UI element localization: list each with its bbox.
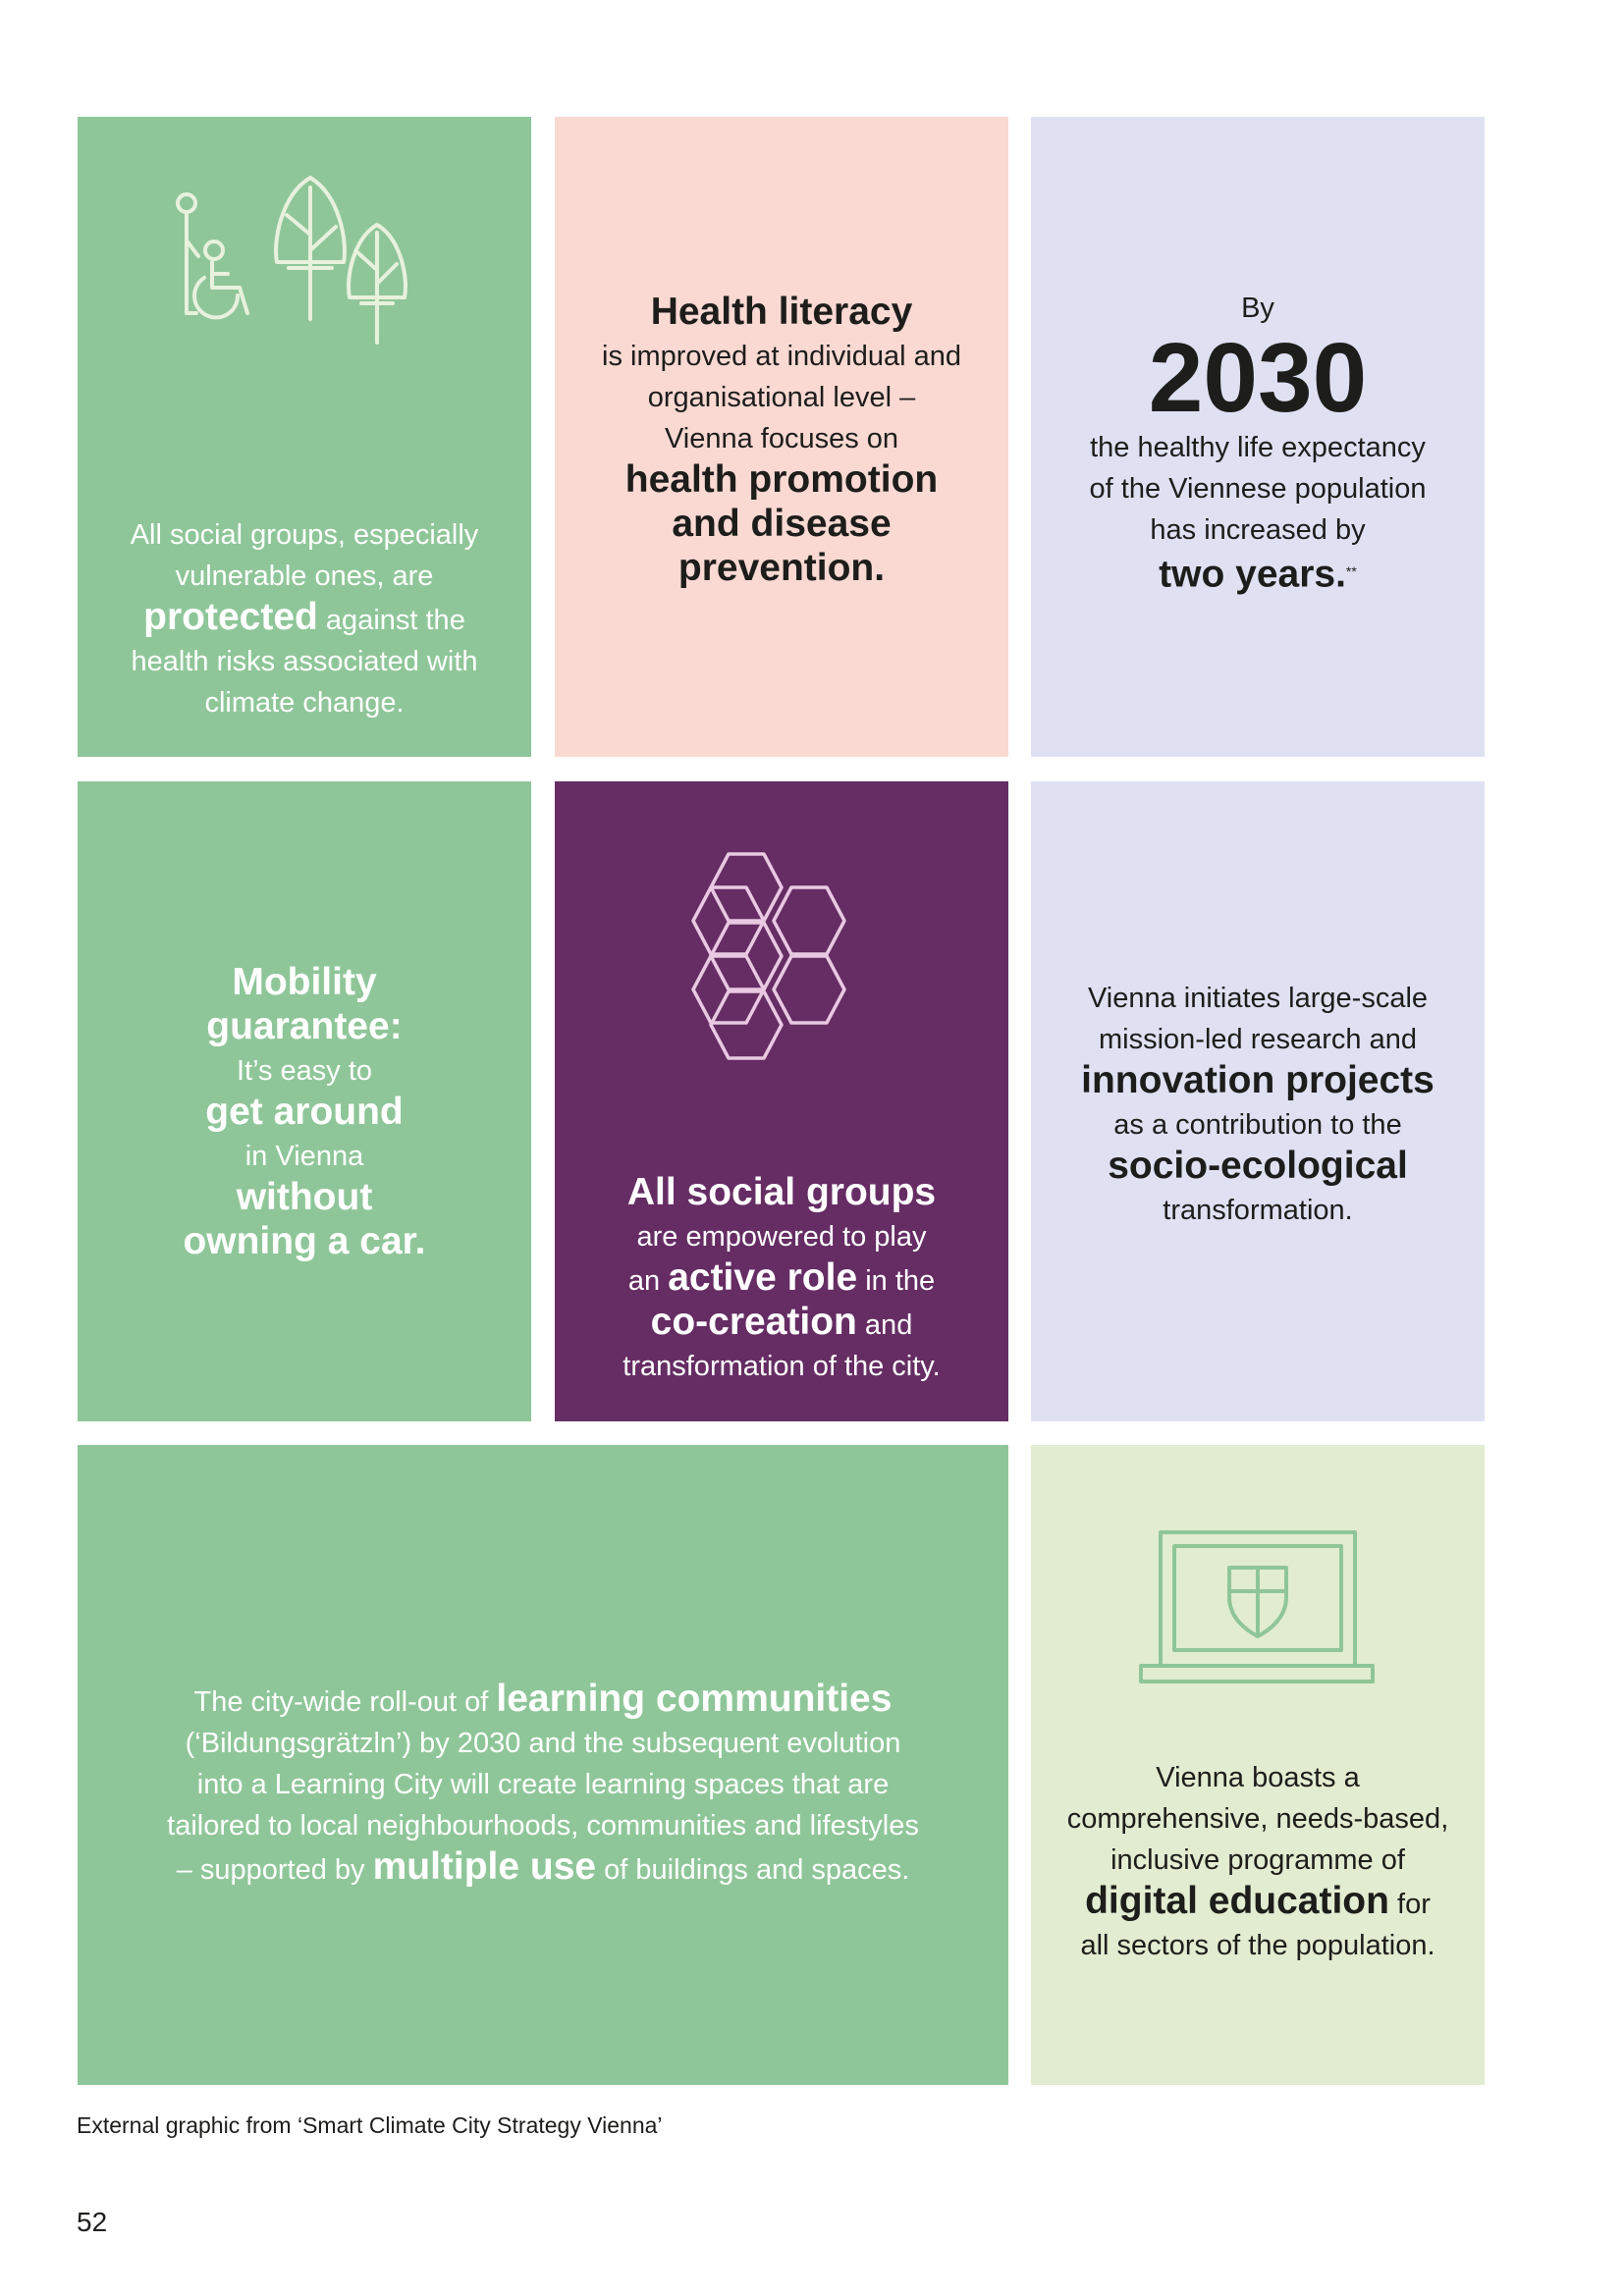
mobility-text xyxy=(78,962,531,1265)
wheelchair-trees-icon xyxy=(171,176,446,352)
digital-text xyxy=(1031,1757,1485,1966)
learning-line-5a: – supported by xyxy=(176,1854,373,1886)
social-line-2b: in the xyxy=(857,1265,936,1297)
tile-digital-education xyxy=(1031,1445,1485,2085)
research-text xyxy=(1031,978,1485,1231)
mobility-bold-5: owning a car. xyxy=(183,1220,426,1262)
tile-life-expectancy xyxy=(1031,117,1485,757)
learning-bold-multiple-use: multiple use xyxy=(372,1845,597,1888)
digital-line-2: comprehensive, needs-based, xyxy=(1066,1803,1449,1835)
life-line-2: the healthy life expectancy xyxy=(1090,432,1426,463)
digital-line-5: all sectors of the population. xyxy=(1080,1930,1435,1961)
mobility-line-1: It’s easy to xyxy=(236,1055,373,1087)
learning-text xyxy=(78,1679,1008,1891)
research-line-3: as a contribution to the xyxy=(1113,1109,1402,1141)
figure-caption: External graphic from ‘Smart Climate City Strategy Vienna’ xyxy=(77,2112,663,2138)
digital-line-3: inclusive programme of xyxy=(1110,1844,1405,1876)
climate-bold-protected: protected xyxy=(143,596,318,638)
research-bold-innovation: innovation projects xyxy=(1081,1059,1435,1101)
tile-learning-communities xyxy=(78,1445,1008,2085)
tile-research-innovation xyxy=(1031,781,1485,1421)
life-line-4: has increased by xyxy=(1150,514,1366,546)
tile-social-groups xyxy=(555,781,1008,1421)
life-bold-two-years: two years. xyxy=(1159,553,1346,596)
life-footnote-mark: ** xyxy=(1345,563,1357,579)
digital-line-1: Vienna boasts a xyxy=(1156,1762,1360,1793)
mobility-bold-4: without xyxy=(236,1176,373,1218)
research-line-4: transformation. xyxy=(1163,1195,1353,1226)
social-bold-active-role: active role xyxy=(668,1256,858,1299)
tile-health-literacy xyxy=(555,117,1008,757)
research-bold-socio-ecological: socio-ecological xyxy=(1108,1145,1408,1187)
research-line-2: mission-led research and xyxy=(1099,1024,1417,1055)
tile-mobility xyxy=(78,781,531,1421)
research-line-1: Vienna initiates large-scale xyxy=(1087,983,1429,1014)
health-line-3: Vienna focuses on xyxy=(664,423,899,454)
life-text xyxy=(1031,288,1485,599)
life-year: 2030 xyxy=(1148,323,1368,433)
social-bold-cocreation: co-creation xyxy=(650,1301,857,1343)
social-line-3: and xyxy=(856,1309,913,1341)
social-bold-groups: All social groups xyxy=(626,1171,937,1213)
mobility-bold-3: get around xyxy=(205,1091,404,1133)
digital-line-4: for xyxy=(1388,1889,1431,1920)
learning-line-1a: The city-wide roll-out of xyxy=(193,1686,497,1718)
climate-line-2: vulnerable ones, are xyxy=(175,561,434,592)
health-bold-disease: and disease xyxy=(672,503,892,545)
health-bold-prevention: prevention. xyxy=(677,547,886,589)
health-bold-promotion: health promotion xyxy=(624,458,939,501)
mobility-line-2: in Vienna xyxy=(244,1141,364,1172)
digital-bold-education: digital education xyxy=(1085,1880,1389,1922)
climate-line-3: against the xyxy=(317,605,465,636)
learning-line-3: into a Learning City will create learning spaces that are xyxy=(196,1769,890,1800)
health-bold-literacy: Health literacy xyxy=(650,291,913,333)
learning-line-4: tailored to local neighbourhoods, communities and lifestyles xyxy=(167,1810,919,1842)
social-line-4: transformation of the city. xyxy=(623,1351,941,1382)
mobility-bold-1: Mobility xyxy=(232,961,377,1003)
social-line-2a: an xyxy=(627,1265,669,1297)
climate-line-4: health risks associated with xyxy=(131,646,478,677)
life-line-by: By xyxy=(1241,293,1274,324)
life-line-3: of the Viennese population xyxy=(1089,473,1427,505)
climate-line-5: climate change. xyxy=(204,687,405,719)
learning-line-5b: of buildings and spaces. xyxy=(596,1854,910,1886)
climate-line-1: All social groups, especially xyxy=(130,519,479,551)
health-line-1: is improved at individual and xyxy=(602,341,961,372)
social-line-1: are empowered to play xyxy=(636,1221,927,1253)
climate-text xyxy=(78,514,531,723)
mobility-bold-2: guarantee: xyxy=(206,1005,403,1047)
learning-bold-communities: learning communities xyxy=(496,1678,893,1720)
honeycomb-icon xyxy=(676,852,888,1072)
social-text xyxy=(555,1172,1008,1387)
health-text xyxy=(555,292,1008,592)
laptop-shield-icon xyxy=(1139,1528,1377,1685)
learning-line-2: (‘Bildungsgrätzln’) by 2030 and the subsequent evolution xyxy=(185,1728,901,1759)
page-number: 52 xyxy=(77,2207,108,2237)
tile-climate-protection xyxy=(78,117,531,757)
health-line-2: organisational level – xyxy=(647,382,916,413)
